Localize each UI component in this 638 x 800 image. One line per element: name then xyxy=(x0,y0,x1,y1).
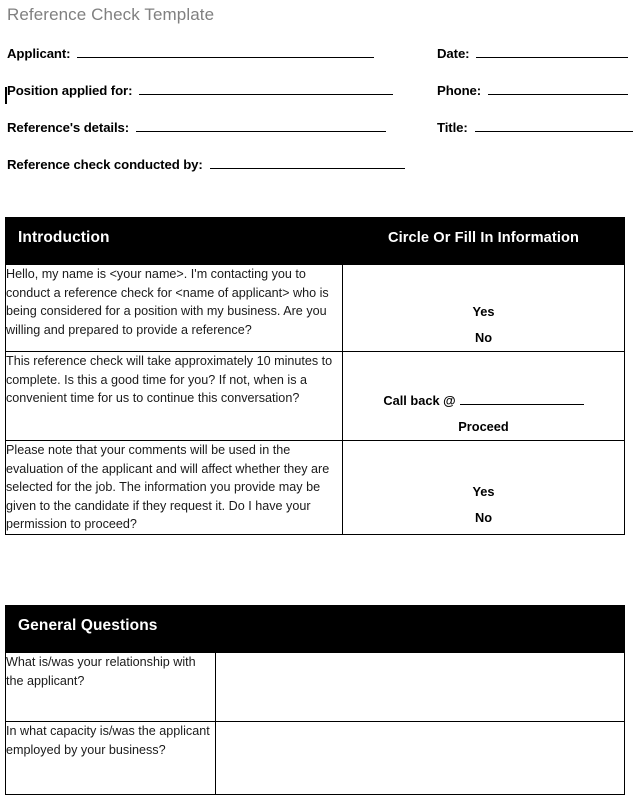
table-row xyxy=(6,352,625,441)
applicant-details-form xyxy=(0,45,638,195)
form-row xyxy=(0,156,638,190)
field-title[interactable] xyxy=(437,119,633,135)
field-reference-details[interactable] xyxy=(7,119,386,135)
field-position-applied-for-input[interactable] xyxy=(139,82,393,95)
table-row xyxy=(6,653,625,722)
field-reference-details-input[interactable] xyxy=(136,119,386,132)
yes-no-options xyxy=(343,441,624,531)
circle-or-fill-in-header-label: Circle Or Fill In Information xyxy=(387,230,579,246)
general-answer-2[interactable] xyxy=(216,722,625,795)
field-position-applied-for[interactable] xyxy=(7,82,393,98)
option-no[interactable]: No xyxy=(474,330,493,345)
field-phone-label: Phone: xyxy=(437,83,482,98)
form-row xyxy=(0,82,638,116)
general-questions-table xyxy=(5,605,625,795)
option-yes[interactable]: Yes xyxy=(472,304,495,319)
introduction-section-header-label: Introduction xyxy=(18,229,110,246)
general-questions-section-header xyxy=(6,606,625,653)
intro-answer-3 xyxy=(343,441,625,535)
field-conducted-by-input[interactable] xyxy=(210,156,405,169)
intro-question-1: Hello, my name is <your name>. I'm contacting you to conduct a reference check for <name of applicant> who is being considered for a position with my business. Are you willing and prepared to provide a reference? xyxy=(6,265,343,352)
table-header-row xyxy=(6,218,625,265)
intro-question-2: This reference check will take approximately 10 minutes to complete. Is this a good time for you? If not, when is a convenient time for us to continue this conversation? xyxy=(6,352,343,441)
field-date-label: Date: xyxy=(437,46,470,61)
intro-answer-2 xyxy=(343,352,625,441)
option-yes[interactable]: Yes xyxy=(472,484,495,499)
callback-options xyxy=(343,352,624,440)
form-row xyxy=(0,119,638,153)
general-question-1: What is/was your relationship with the applicant? xyxy=(6,653,216,722)
field-applicant-label: Applicant: xyxy=(7,46,71,61)
option-proceed[interactable]: Proceed xyxy=(458,419,509,434)
field-phone[interactable] xyxy=(437,82,628,98)
general-questions-section-header-label: General Questions xyxy=(18,617,158,634)
form-row xyxy=(0,45,638,79)
field-applicant-input[interactable] xyxy=(77,45,374,58)
table-row xyxy=(6,441,625,535)
field-phone-input[interactable] xyxy=(488,82,628,95)
general-answer-1[interactable] xyxy=(216,653,625,722)
intro-question-3: Please note that your comments will be used in the evaluation of the applicant and will affect whether they are selected for the job. The information you provide may be given to the candidate if they request it. Do I have your permission to proceed? xyxy=(6,441,343,535)
callback-input[interactable] xyxy=(460,393,584,405)
general-question-2: In what capacity is/was the applicant employed by your business? xyxy=(6,722,216,795)
field-date[interactable] xyxy=(437,45,628,61)
field-applicant[interactable] xyxy=(7,45,374,61)
field-title-label: Title: xyxy=(437,120,468,135)
page-title: Reference Check Template xyxy=(7,5,215,24)
table-row xyxy=(6,722,625,795)
field-conducted-by-label: Reference check conducted by: xyxy=(7,157,203,172)
callback-field[interactable] xyxy=(383,388,583,414)
field-conducted-by[interactable] xyxy=(7,156,405,172)
table-header-row xyxy=(6,606,625,653)
introduction-table xyxy=(5,217,625,535)
callback-label: Call back @ xyxy=(383,393,456,408)
table-row xyxy=(6,265,625,352)
introduction-section-header xyxy=(6,218,343,265)
field-date-input[interactable] xyxy=(476,45,628,58)
intro-answer-1 xyxy=(343,265,625,352)
field-position-applied-for-label: Position applied for: xyxy=(7,83,133,98)
option-no[interactable]: No xyxy=(474,510,493,525)
yes-no-options xyxy=(343,265,624,351)
field-reference-details-label: Reference's details: xyxy=(7,120,130,135)
circle-or-fill-in-header xyxy=(343,218,625,265)
field-title-input[interactable] xyxy=(475,119,633,132)
